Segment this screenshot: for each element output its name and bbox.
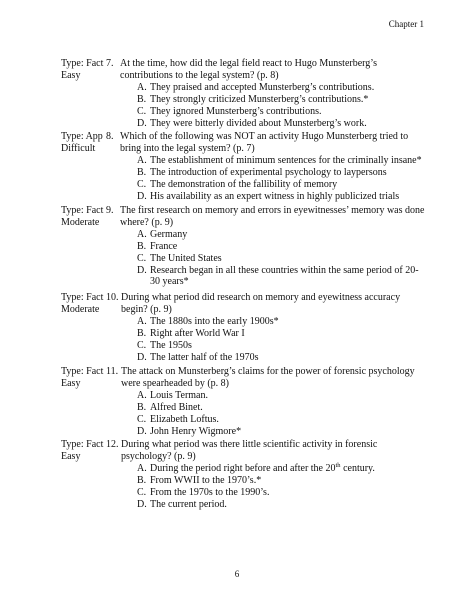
question-meta (61, 439, 109, 463)
question-text: During what period was there little scientific activity in forensic psychology? (p. 9) (121, 439, 378, 462)
answer-options (137, 229, 428, 289)
option-text: Louis Terman. (150, 389, 208, 401)
option-text: The establishment of minimum sentences for the criminally insane* (150, 154, 422, 166)
answer-option (137, 340, 428, 352)
question-stem (106, 58, 428, 82)
option-text: The 1880s into the early 1900s* (150, 315, 279, 327)
option-text: The latter half of the 1970s (150, 351, 259, 363)
question-meta (61, 131, 109, 155)
option-letter: C. (137, 252, 147, 264)
question-text: The first research on memory and errors in eyewitnesses’ memory was done where? (p. 9) (120, 205, 425, 228)
answer-options (137, 82, 428, 130)
question-meta (61, 292, 109, 316)
answer-option (137, 106, 428, 118)
answer-option (137, 463, 428, 475)
question-text: Which of the following was NOT an activity Hugo Munsterberg tried to bring into the legal system? (p. 7) (120, 131, 409, 154)
option-letter: C. (137, 339, 147, 351)
answer-option (137, 179, 428, 191)
question-text: The attack on Munsterberg’s claims for the power of forensic psychology were spearheaded by (p. 8) (121, 366, 415, 389)
option-letter: B. (137, 401, 147, 413)
question-stem (106, 439, 428, 463)
question-type: Type: Fact (61, 439, 104, 450)
question-number: 10. (106, 292, 119, 303)
question-type: Type: App (61, 131, 103, 142)
option-letter: A. (137, 81, 147, 93)
question-block (61, 131, 428, 202)
option-text: The introduction of experimental psychology to laypersons (150, 166, 387, 178)
option-letter: B. (137, 93, 147, 105)
question-number: 7. (106, 58, 114, 69)
answer-option (137, 499, 428, 511)
answer-option (137, 316, 428, 328)
question-difficulty: Moderate (61, 303, 100, 315)
option-text: Germany (150, 228, 188, 240)
question-stem (106, 366, 428, 390)
answer-option (137, 82, 428, 94)
option-letter: B. (137, 166, 147, 178)
answer-option (137, 328, 428, 340)
answer-option (137, 414, 428, 426)
option-letter: D. (137, 425, 147, 437)
question-difficulty: Easy (61, 377, 81, 389)
question-stem (106, 131, 428, 155)
option-letter: B. (137, 240, 147, 252)
question-difficulty: Moderate (61, 216, 100, 228)
question-block (61, 292, 428, 363)
option-letter: C. (137, 178, 147, 190)
question-difficulty: Easy (61, 450, 81, 462)
option-text: Alfred Binet. (150, 401, 203, 413)
option-letter: C. (137, 105, 147, 117)
answer-option (137, 265, 428, 289)
option-letter: C. (137, 486, 147, 498)
option-letter: A. (137, 154, 147, 166)
option-letter: A. (137, 315, 147, 327)
option-letter: D. (137, 117, 147, 129)
answer-option (137, 94, 428, 106)
option-text-tail: century. (340, 462, 375, 474)
question-number: 9. (106, 205, 114, 216)
answer-option (137, 155, 428, 167)
option-text: They praised and accepted Munsterberg’s contributions. (150, 81, 375, 93)
question-block (61, 205, 428, 288)
answer-options (137, 316, 428, 364)
option-text: Elizabeth Loftus. (150, 413, 219, 425)
option-text: The demonstration of the fallibility of memory (150, 178, 338, 190)
option-text: They ignored Munsterberg’s contributions. (150, 105, 322, 117)
option-text: From the 1970s to the 1990’s. (150, 486, 270, 498)
superscript-ordinal: th (335, 461, 341, 469)
option-letter: C. (137, 413, 147, 425)
question-difficulty: Easy (61, 69, 81, 81)
option-letter: D. (137, 190, 147, 202)
question-stem (106, 205, 428, 229)
question-meta (61, 366, 109, 390)
option-letter: A. (137, 389, 147, 401)
question-type: Type: Fact (61, 58, 104, 69)
question-number: 11. (106, 366, 119, 377)
question-meta (61, 58, 109, 82)
question-type: Type: Fact (61, 205, 104, 216)
question-type: Type: Fact (61, 292, 104, 303)
answer-option (137, 241, 428, 253)
option-text: They were bitterly divided about Munsterberg’s work. (150, 117, 367, 129)
option-letter: A. (137, 228, 147, 240)
answer-option (137, 402, 428, 414)
page-number: 6 (234, 569, 240, 579)
answer-option (137, 390, 428, 402)
option-text: Research began in all these countries within the same period of 20-30 years* (150, 264, 419, 288)
question-block (61, 58, 428, 129)
option-letter: D. (137, 351, 147, 363)
option-text: The 1950s (150, 339, 192, 351)
option-text: The current period. (150, 498, 227, 510)
answer-option (137, 475, 428, 487)
option-letter: D. (137, 498, 147, 510)
question-meta (61, 205, 109, 229)
question-text: At the time, how did the legal field react to Hugo Munsterberg’s contributions to the legal system? (p. 8) (120, 58, 377, 81)
question-stem (106, 292, 428, 316)
question-type: Type: Fact (61, 366, 104, 377)
answer-option (137, 118, 428, 130)
answer-option (137, 253, 428, 265)
option-letter: B. (137, 474, 147, 486)
answer-option (137, 487, 428, 499)
option-text: France (150, 240, 178, 252)
question-block (61, 366, 428, 437)
question-number: 12. (106, 439, 119, 450)
option-text: They strongly criticized Munsterberg’s contributions.* (150, 93, 369, 105)
answer-option (137, 426, 428, 438)
answer-option (137, 167, 428, 179)
answer-options (137, 463, 428, 511)
option-text: The United States (150, 252, 222, 264)
option-letter: D. (137, 264, 147, 276)
question-text: During what period did research on memory and eyewitness accuracy begin? (p. 9) (121, 292, 401, 315)
option-letter: A. (137, 462, 147, 474)
option-letter: B. (137, 327, 147, 339)
option-text: From WWII to the 1970’s.* (150, 474, 262, 486)
answer-option (137, 352, 428, 364)
option-text: His availability as an expert witness in highly publicized trials (150, 190, 400, 202)
chapter-header: Chapter 1 (388, 19, 424, 29)
answer-option (137, 191, 428, 203)
answer-options (137, 390, 428, 438)
answer-option (137, 229, 428, 241)
option-text: During the period right before and after the 20 (150, 462, 336, 474)
option-text: Right after World War I (150, 327, 245, 339)
option-text: John Henry Wigmore* (150, 425, 242, 437)
question-number: 8. (106, 131, 114, 142)
question-block (61, 439, 428, 510)
question-difficulty: Difficult (61, 142, 96, 154)
answer-options (137, 155, 428, 203)
